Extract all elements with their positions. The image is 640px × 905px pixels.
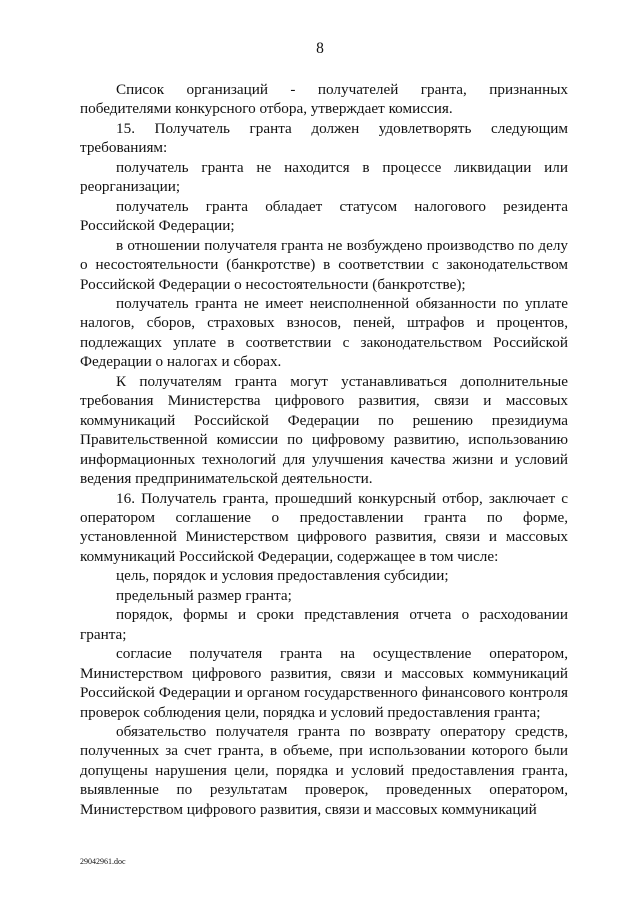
- paragraph: 16. Получатель гранта, прошедший конкурсный отбор, заключает с оператором соглашение о предоставлении гранта по форме, установленной Министерством цифрового развития, связи и массовых коммуникаций Российской Федерации, содержащее в том числе:: [80, 489, 568, 565]
- paragraph: 15. Получатель гранта должен удовлетворять следующим требованиям:: [80, 119, 568, 157]
- paragraph: порядок, формы и сроки представления отчета о расходовании гранта;: [80, 606, 568, 643]
- paragraph: предельный размер гранта;: [116, 586, 292, 604]
- paragraph: Список организаций - получателей гранта, признанных победителями конкурсного отбора, утверждает комиссия.: [80, 81, 568, 118]
- paragraph: получатель гранта не имеет неисполненной обязанности по уплате налогов, сборов, страховых взносов, пеней, штрафов и процентов, подлежащих уплате в соответствии с законодательством Российской Федерации о налогах и сборах.: [80, 294, 568, 371]
- document-body: [80, 80, 568, 819]
- paragraph: согласие получателя гранта на осуществление оператором, Министерством цифрового развития, связи и массовых коммуникаций Российской Федерации и органом государственного финансового контроля проверок соблюдения цели, порядка и условий предоставления гранта;: [80, 645, 568, 721]
- page-number: 8: [316, 40, 324, 57]
- paragraph: цель, порядок и условия предоставления субсидии;: [116, 567, 449, 585]
- paragraph: получатель гранта не находится в процессе ликвидации или реорганизации;: [80, 158, 568, 196]
- paragraph: получатель гранта обладает статусом налогового резидента Российской Федерации;: [80, 197, 568, 235]
- paragraph: обязательство получателя гранта по возврату оператору средств, полученных за счет гранта, в объеме, при использовании которого были допущены нарушения цели, порядка и условий предоставления гранта, выявленные по результатам проверок, проведенных оператором, Министерством цифрового развития, связи и массовых коммуникаций: [80, 722, 568, 818]
- paragraph: в отношении получателя гранта не возбуждено производство по делу о несостоятельности (банкротстве) в соответствии с законодательством Российской Федерации о несостоятельности (банкротстве);: [80, 236, 568, 293]
- paragraph: К получателям гранта могут устанавливаться дополнительные требования Министерства цифрового развития, связи и массовых коммуникаций Российской Федерации по решению президиума Правительственной комиссии по цифровому развитию, использованию информационных технологий для улучшения качества жизни и условий ведения предпринимательской деятельности.: [80, 372, 568, 488]
- footer-filename: 29042961.doc: [80, 857, 126, 866]
